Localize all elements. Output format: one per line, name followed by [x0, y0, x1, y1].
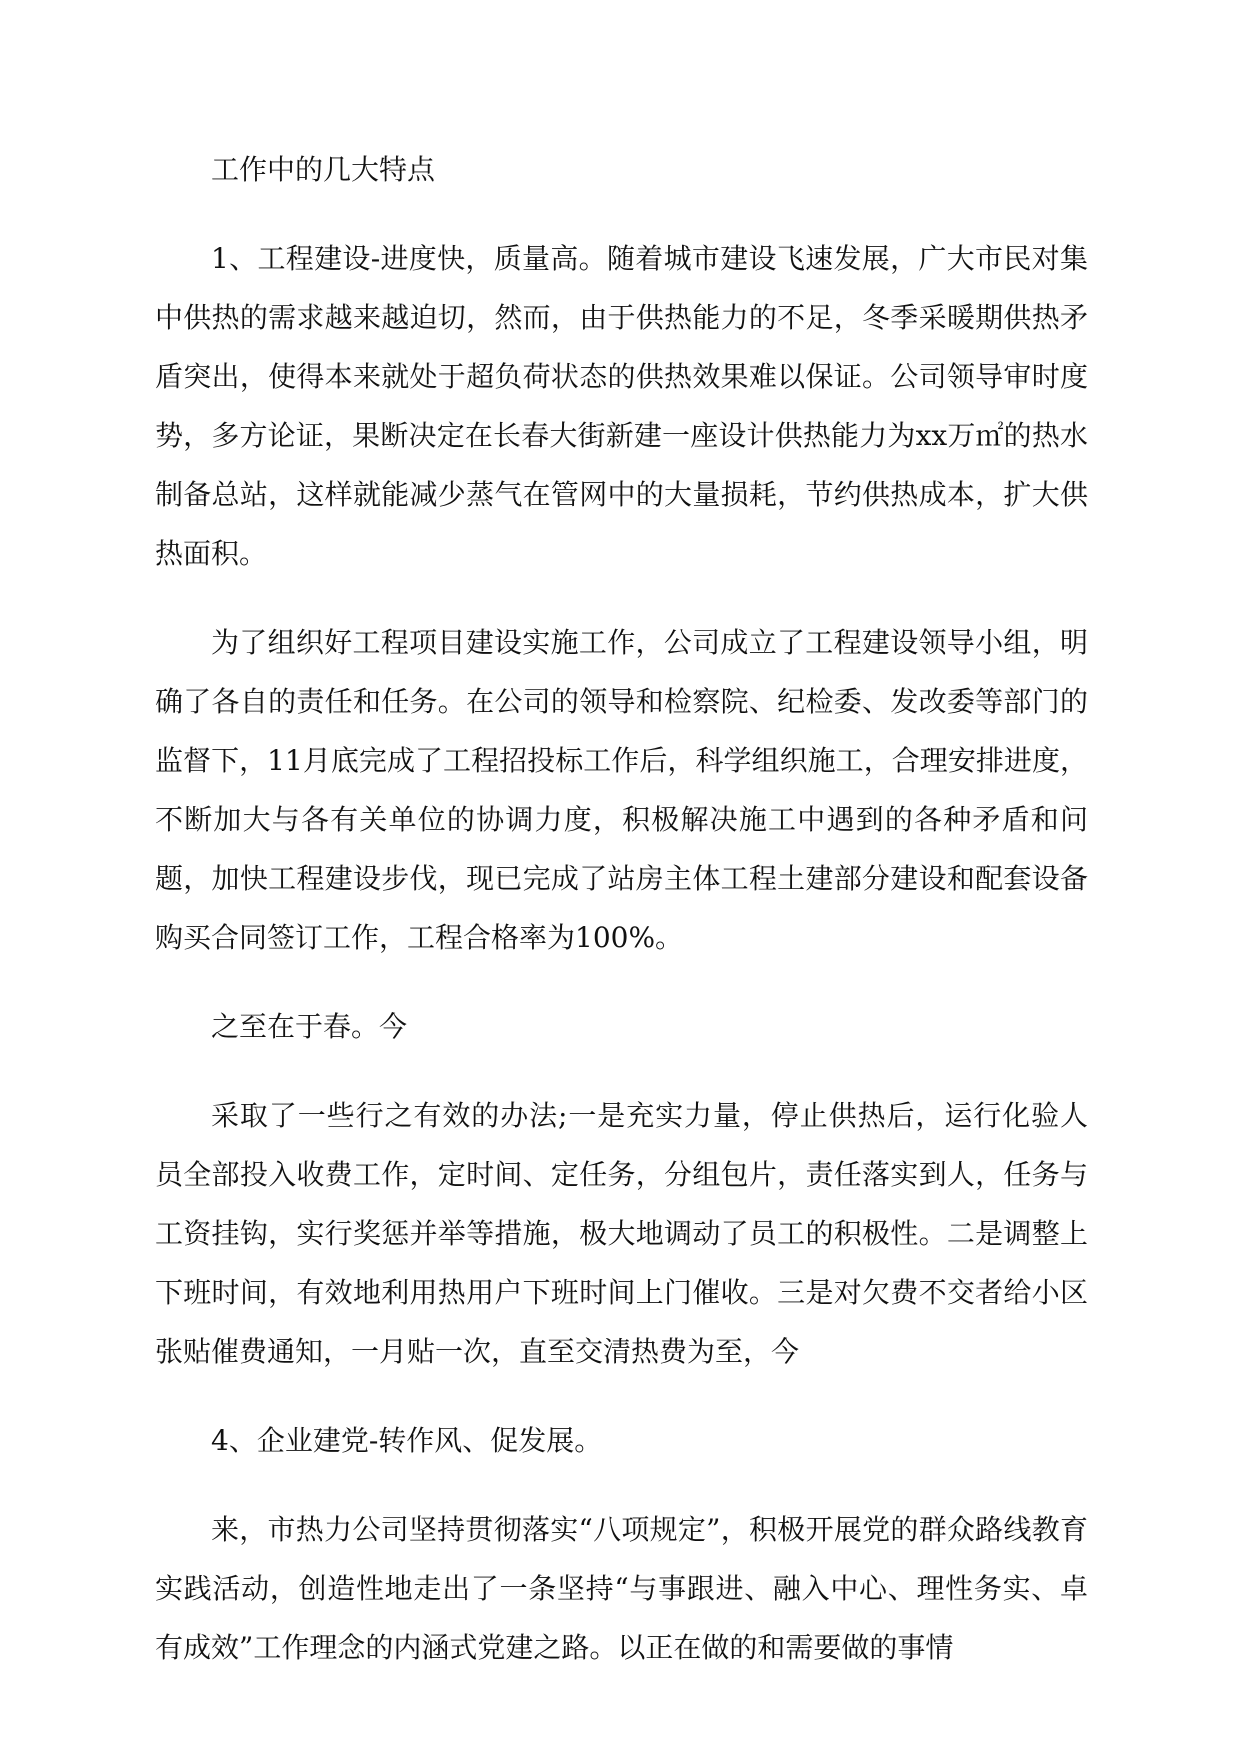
paragraph-measures: 采取了一些行之有效的办法;一是充实力量，停止供热后，运行化验人员全部投入收费工作，定时间、定任务，分组包片，责任落实到人，任务与工资挂钩，实行奖惩并举等措施，极大地调动了员工的积极性。二是调整上下班时间，有效地利用热用户下班时间上门催收。三是对欠费不交者给小区张贴催费通知，一月贴一次，直至交清热费为至，今	[155, 1099, 1088, 1368]
subsection-heading: 4、企业建党-转作风、促发展。	[211, 1424, 603, 1457]
section-heading: 工作中的几大特点	[211, 153, 436, 186]
paragraph-party-building: 来，市热力公司坚持贯彻落实“八项规定”，积极开展党的群众路线教育实践活动，创造性地走出了一条坚持“与事跟进、融入中心、理性务实、卓有成效”工作理念的内涵式党建之路。以正在做的和需要做的事情	[155, 1513, 1088, 1664]
paragraph-engineering: 1、工程建设-进度快，质量高。随着城市建设飞速发展，广大市民对集中供热的需求越来越迫切，然而，由于供热能力的不足，冬季采暖期供热矛盾突出，使得本来就处于超负荷状态的供热效果难以保证。公司领导审时度势，多方论证，果断决定在长春大街新建一座设计供热能力为xx万㎡的热水制备总站，这样就能减少蒸气在管网中的大量损耗，节约供热成本，扩大供热面积。	[155, 242, 1088, 570]
document-body	[155, 140, 1088, 1707]
paragraph-organization: 为了组织好工程项目建设实施工作，公司成立了工程建设领导小组，明确了各自的责任和任务。在公司的领导和检察院、纪检委、发改委等部门的监督下，11月底完成了工程招投标工作后，科学组织施工，合理安排进度，不断加大与各有关单位的协调力度，积极解决施工中遇到的各种矛盾和问题，加快工程建设步伐，现已完成了站房主体工程土建部分建设和配套设备购买合同签订工作，工程合格率为100%。	[155, 626, 1088, 954]
paragraph-short: 之至在于春。今	[211, 1010, 408, 1043]
